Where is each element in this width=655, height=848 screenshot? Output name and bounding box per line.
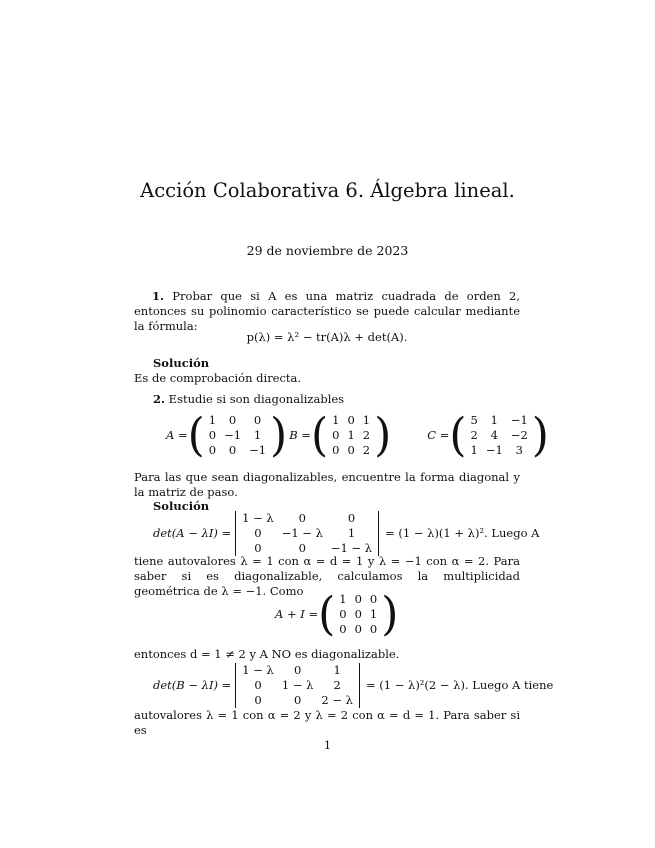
det-b-matrix — [235, 663, 360, 708]
matrix-b-label: B = — [289, 428, 311, 442]
matrix-a-row — [205, 428, 270, 443]
matrix-a-cell: 1 — [253, 428, 262, 442]
problem-2-text: Estudie si son diagonalizables — [168, 392, 345, 406]
a-plus-i-cell: 0 — [354, 592, 362, 606]
matrix-c-cell: 3 — [515, 443, 523, 457]
problem-2-instructions: Para las que sean diagonalizables, encuentre la forma diagonal y la matriz de paso. — [134, 470, 520, 499]
a-plus-i-cell: 0 — [369, 622, 378, 636]
det-b-cell: 2 − λ — [321, 693, 353, 707]
a-plus-i-cell: 0 — [354, 622, 362, 636]
matrix-a-cell: −1 — [224, 428, 242, 442]
det-b-cell: 0 — [254, 678, 262, 692]
det-a-cell: 1 − λ — [242, 511, 274, 525]
matrix-a-row — [205, 413, 270, 428]
matrix-b-cell: 0 — [347, 413, 355, 427]
det-b-result: = (1 − λ)²(2 − λ). Luego A tiene — [365, 678, 554, 692]
matrix-c-cell: 5 — [470, 413, 478, 427]
matrix-a-row — [205, 443, 270, 458]
matrix-a-cell: 0 — [208, 428, 217, 442]
matrix-a-cell: −1 — [249, 443, 267, 457]
matrix-c-row — [467, 443, 532, 458]
det-a-cell: −1 − λ — [330, 541, 373, 555]
a-plus-i-cell: 0 — [339, 607, 347, 621]
matrix-c-cell: −1 — [510, 413, 528, 427]
problem-1-number: 1. — [152, 289, 165, 303]
matrix-b-cell: 0 — [347, 443, 355, 457]
det-a-label: det(A − λI) = — [153, 526, 232, 540]
matrix-c-cell: −2 — [510, 428, 528, 442]
det-a-row — [238, 511, 376, 526]
matrix-c-cell: 1 — [470, 443, 478, 457]
a-plus-i-label: A + I = — [275, 607, 319, 621]
a-plus-i-matrix: ( 1 0 0 0 0 1 0 0 0 ) — [318, 587, 399, 641]
matrix-b-cell: 1 — [362, 413, 371, 427]
det-b-row — [238, 663, 357, 678]
matrix-b-row — [328, 413, 374, 428]
matrix-c-row — [467, 413, 532, 428]
det-a-cell: −1 − λ — [281, 526, 323, 540]
matrix-c-cell: 4 — [490, 428, 498, 442]
a-plus-i-row — [335, 592, 381, 607]
matrix-b-cell: 2 — [362, 443, 371, 457]
matrix-a-cell: 0 — [253, 413, 262, 427]
det-b-cell: 0 — [293, 663, 302, 677]
det-a-cell: 0 — [298, 541, 306, 555]
matrix-b-cell: 0 — [332, 428, 340, 442]
matrix-b-row — [328, 443, 374, 458]
matrix-c-label: C = — [427, 428, 450, 442]
matrix-a-label: A = — [166, 428, 188, 442]
problem-2-number: 2. — [153, 392, 166, 406]
matrix-b-cell: 1 — [332, 413, 340, 427]
det-b-cell: 2 — [333, 678, 341, 692]
a-plus-i-cell: 0 — [339, 622, 347, 636]
matrix-a: ( 1 0 0 0 −1 1 0 0 −1 ) — [187, 408, 288, 462]
det-a-equation — [153, 511, 539, 556]
det-b-cell: 1 − λ — [242, 663, 274, 677]
solution-1-label: Solución — [153, 356, 210, 370]
matrices-row — [166, 408, 549, 462]
det-b-label: det(B − λI) = — [153, 678, 232, 692]
a-plus-i-cell: 1 — [339, 592, 347, 606]
matrix-c: ( 5 1 −1 2 4 −2 1 −1 3 ) — [449, 408, 549, 462]
matrix-c-row — [467, 428, 532, 443]
matrix-b-cell: 0 — [332, 443, 340, 457]
problem-1-text: Probar que si A es una matriz cuadrada de orden 2, entonces su polinomio característico se puede calcular mediante la fórmula: — [134, 289, 520, 333]
matrix-a-cell: 0 — [228, 413, 237, 427]
det-a-cell: 1 — [347, 526, 356, 540]
det-b-row — [238, 693, 357, 708]
a-plus-i-cell: 0 — [369, 592, 378, 606]
eigenvalues-b-text: autovalores λ = 1 con α = 2 y λ = 2 con α = d = 1. Para saber si es — [134, 708, 520, 737]
det-a-cell: 0 — [254, 526, 262, 540]
det-b-cell: 1 — [333, 663, 341, 677]
a-plus-i-cell: 1 — [369, 607, 378, 621]
matrix-b-cell: 1 — [347, 428, 355, 442]
det-a-cell: 0 — [298, 511, 306, 525]
det-a-matrix — [235, 511, 379, 556]
det-a-cell: 0 — [347, 511, 356, 525]
document-title: Acción Colaborativa 6. Álgebra lineal. — [140, 179, 515, 202]
det-a-cell: 0 — [254, 541, 262, 555]
solution-1-text: Es de comprobación directa. — [134, 371, 302, 385]
a-not-diagonalizable-text: entonces d = 1 ≠ 2 y A NO es diagonalizable. — [134, 647, 400, 661]
det-a-row — [238, 526, 376, 541]
a-plus-i-equation — [275, 587, 399, 641]
matrix-c-cell: −1 — [485, 443, 503, 457]
det-a-result: = (1 − λ)(1 + λ)². Luego A — [385, 526, 540, 540]
matrix-a-cell: 1 — [208, 413, 217, 427]
eigenvalues-a-text: tiene autovalores λ = 1 con α = d = 1 y λ = −1 con α = 2. Para saber si es diagonalizable, calculamos la multiplicidad geométrica de λ = −1. Como — [134, 554, 520, 598]
matrix-c-cell: 2 — [470, 428, 478, 442]
matrix-b-cell: 2 — [362, 428, 371, 442]
det-b-equation — [153, 663, 553, 708]
a-plus-i-row — [335, 607, 381, 622]
det-b-row — [238, 678, 357, 693]
solution-2-label: Solución — [153, 499, 210, 513]
matrix-a-cell: 0 — [208, 443, 217, 457]
document-date: 29 de noviembre de 2023 — [246, 243, 409, 258]
problem-2-statement — [153, 392, 344, 407]
det-b-cell: 0 — [293, 693, 302, 707]
matrix-c-cell: 1 — [490, 413, 498, 427]
det-b-cell: 1 − λ — [281, 678, 314, 692]
matrix-b-row — [328, 428, 374, 443]
matrix-b: ( 1 0 1 0 1 2 0 0 2 ) — [310, 408, 392, 462]
a-plus-i-row — [335, 622, 381, 637]
matrix-a-cell: 0 — [228, 443, 237, 457]
page-number: 1 — [323, 738, 332, 752]
characteristic-formula: p(λ) = λ² − tr(A)λ + det(A). — [246, 330, 408, 344]
det-b-cell: 0 — [254, 693, 262, 707]
problem-1-statement — [134, 289, 520, 334]
a-plus-i-cell: 0 — [354, 607, 362, 621]
